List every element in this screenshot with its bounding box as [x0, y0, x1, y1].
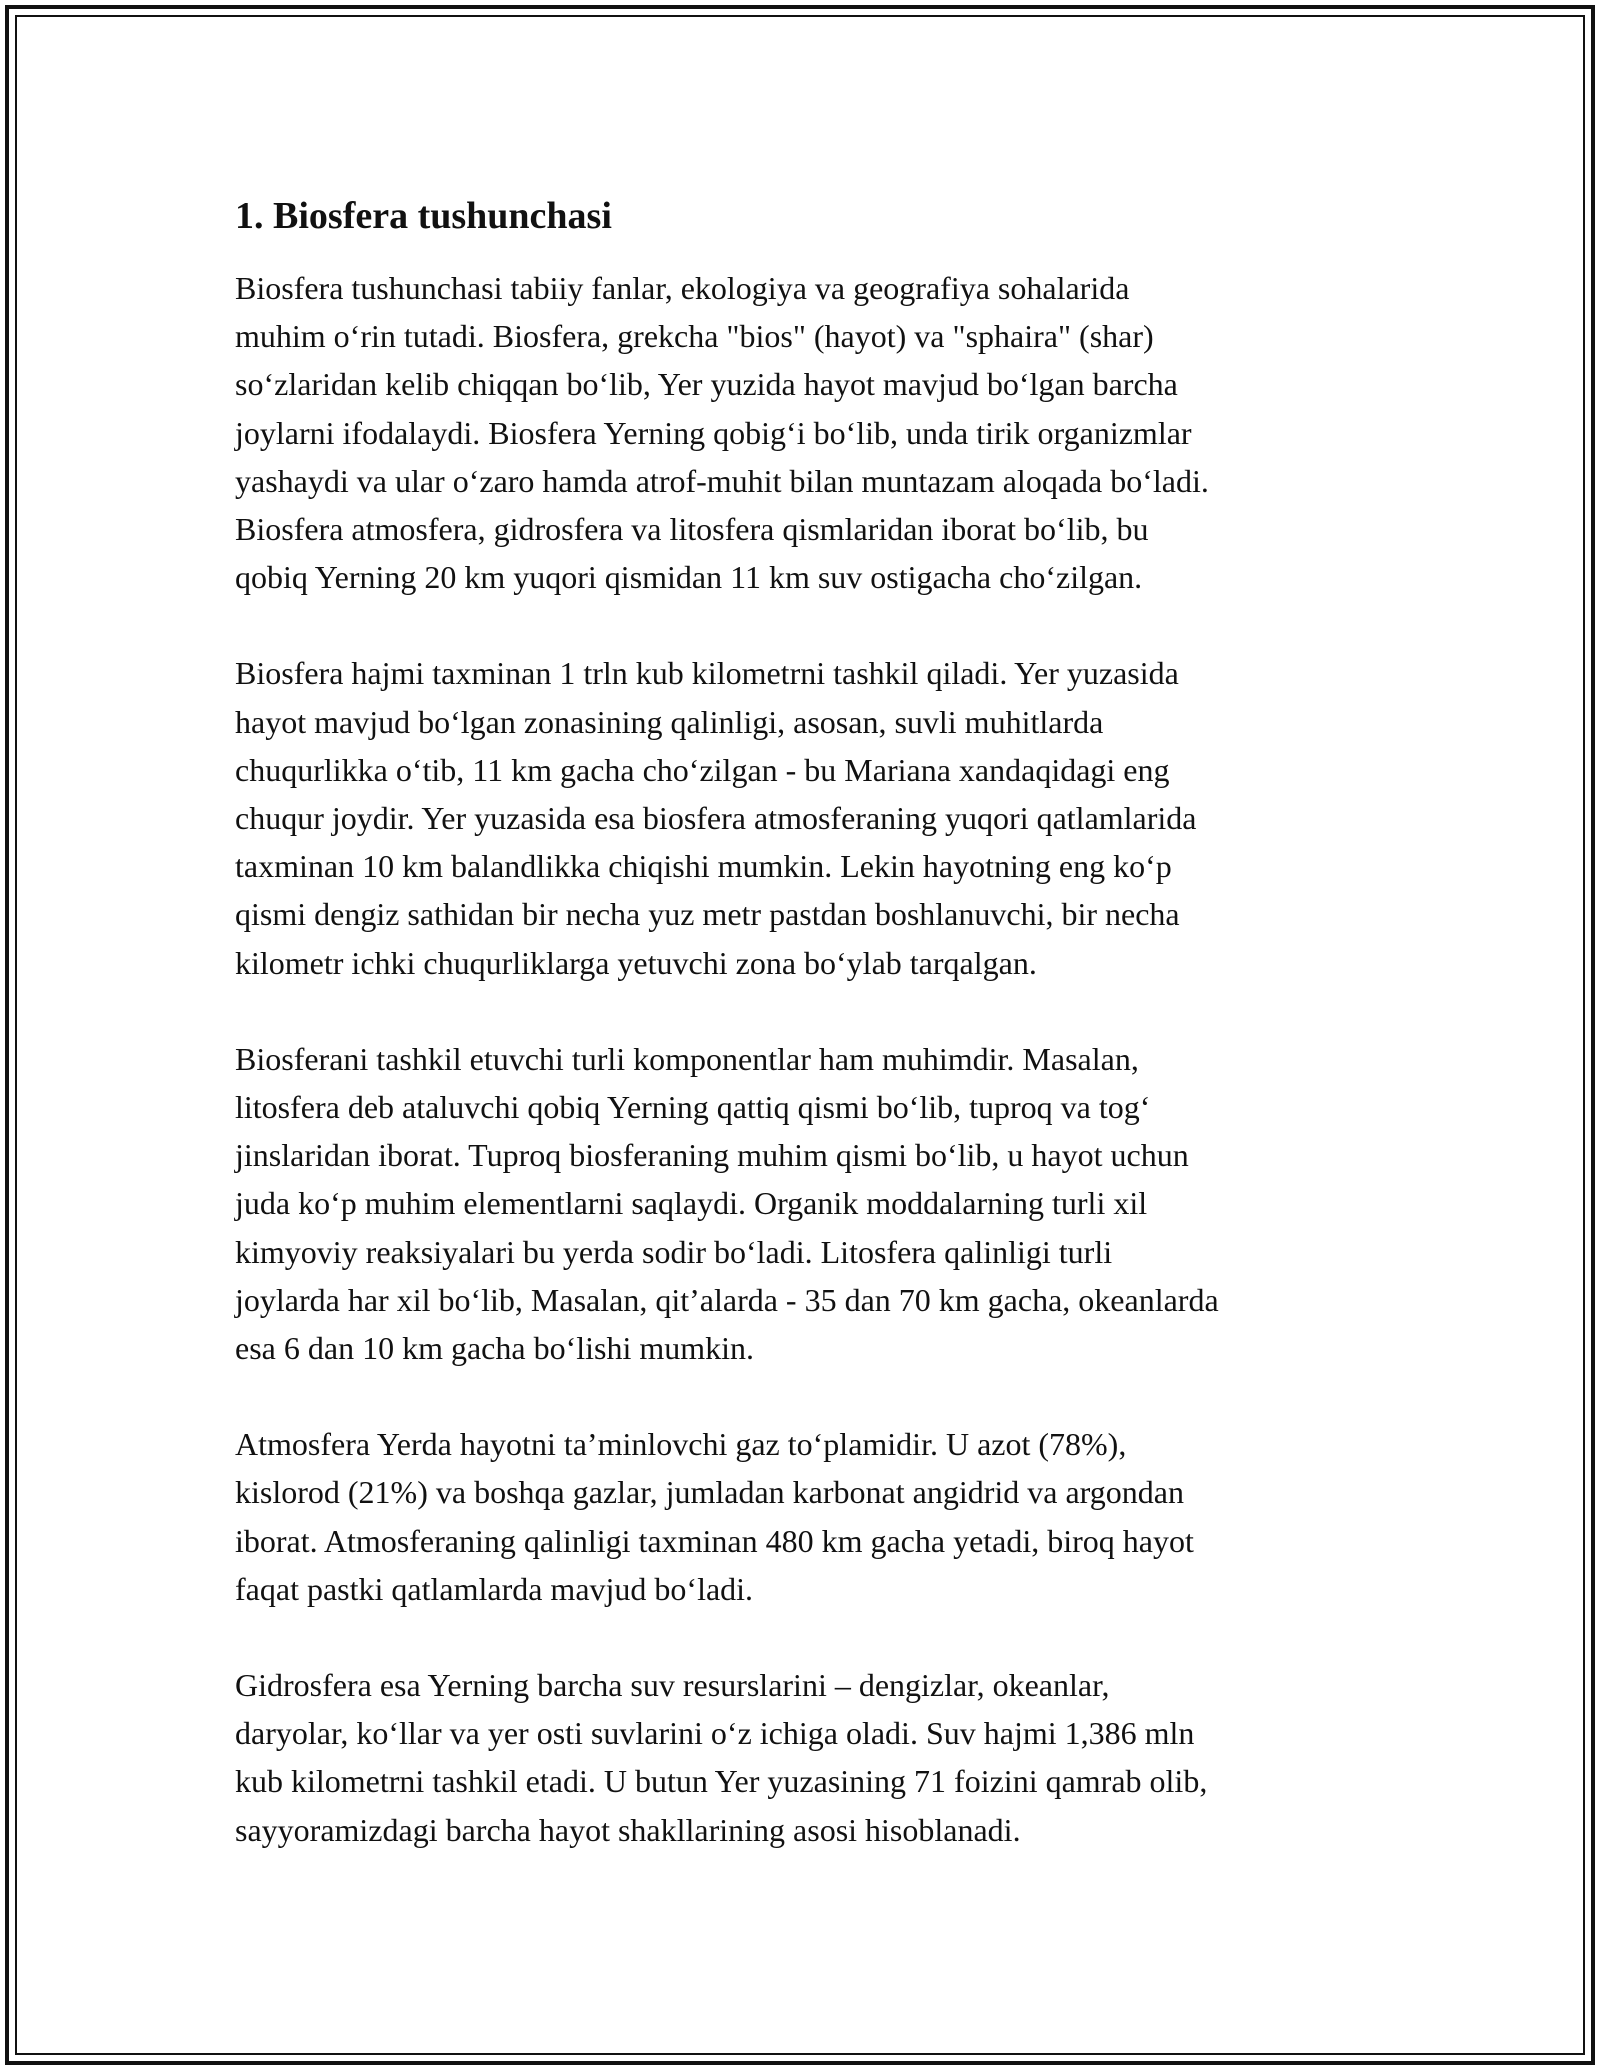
paragraph-hydrosphere: Gidrosfera esa Yerning barcha suv resurslarini – dengizlar, okeanlar, daryolar, ko‘llar va yer osti suvlarini o‘z ichiga oladi. Suv hajmi 1,386 mln kub kilometrni tashkil etadi. U butun Yer yuzasining 71 foizini qamrab olib, sayyoramizdagi barcha hayot shakllarining asosi hisoblanadi.	[235, 1667, 1208, 1848]
paragraph-biosphere-volume: Biosfera hajmi taxminan 1 trln kub kilometrni tashkil qiladi. Yer yuzasida hayot mavjud bo‘lgan zonasining qalinligi, asosan, suvli muhitlarda chuqurlikka o‘tib, 11 km gacha cho‘zilgan - bu Mariana xandaqidagi eng chuqur joydir. Yer yuzasida esa biosfera atmosferaning yuqori qatlamlarida taxminan 10 km balandlikka chiqishi mumkin. Lekin hayotning eng ko‘p qismi dengiz sathidan bir necha yuz metr pastdan boshlanuvchi, bir necha kilometr ichki chuqurliklarga yetuvchi zona bo‘ylab tarqalgan.	[235, 655, 1197, 981]
paragraph-lithosphere: Biosferani tashkil etuvchi turli komponentlar ham muhimdir. Masalan, litosfera deb ataluvchi qobiq Yerning qattiq qismi bo‘lib, tuproq va tog‘ jinslaridan iborat. Tuproq biosferaning muhim qismi bo‘lib, u hayot uchun juda ko‘p muhim elementlarni saqlaydi. Organik moddalarning turli xil kimyoviy reaksiyalari bu yerda sodir bo‘ladi. Litosfera qalinligi turli joylarda har xil bo‘lib, Masalan, qit’alarda - 35 dan 70 km gacha, okeanlarda esa 6 dan 10 km gacha bo‘lishi mumkin.	[235, 1040, 1219, 1367]
document-body	[235, 188, 1375, 1902]
paragraph-atmosphere: Atmosfera Yerda hayotni ta’minlovchi gaz to‘plamidir. U azot (78%), kislorod (21%) va boshqa gazlar, jumladan karbonat angidrid va argondan iborat. Atmosferaning qalinligi taxminan 480 km gacha yetadi, biroq hayot faqat pastki qatlamlarda mavjud bo‘ladi.	[235, 1426, 1194, 1607]
section-heading: 1. Biosfera tushunchasi	[235, 195, 612, 237]
paragraph-biosphere-definition: Biosfera tushunchasi tabiiy fanlar, ekologiya va geografiya sohalarida muhim o‘rin tutadi. Biosfera, grekcha "bios" (hayot) va "sphaira" (shar) so‘zlaridan kelib chiqqan bo‘lib, Yer yuzida hayot mavjud bo‘lgan barcha joylarni ifodalaydi. Biosfera Yerning qobig‘i bo‘lib, unda tirik organizmlar yashaydi va ular o‘zaro hamda atrof-muhit bilan muntazam aloqada bo‘ladi. Biosfera atmosfera, gidrosfera va litosfera qismlaridan iborat bo‘lib, bu qobiq Yerning 20 km yuqori qismidan 11 km suv ostigacha cho‘zilgan.	[235, 270, 1209, 596]
